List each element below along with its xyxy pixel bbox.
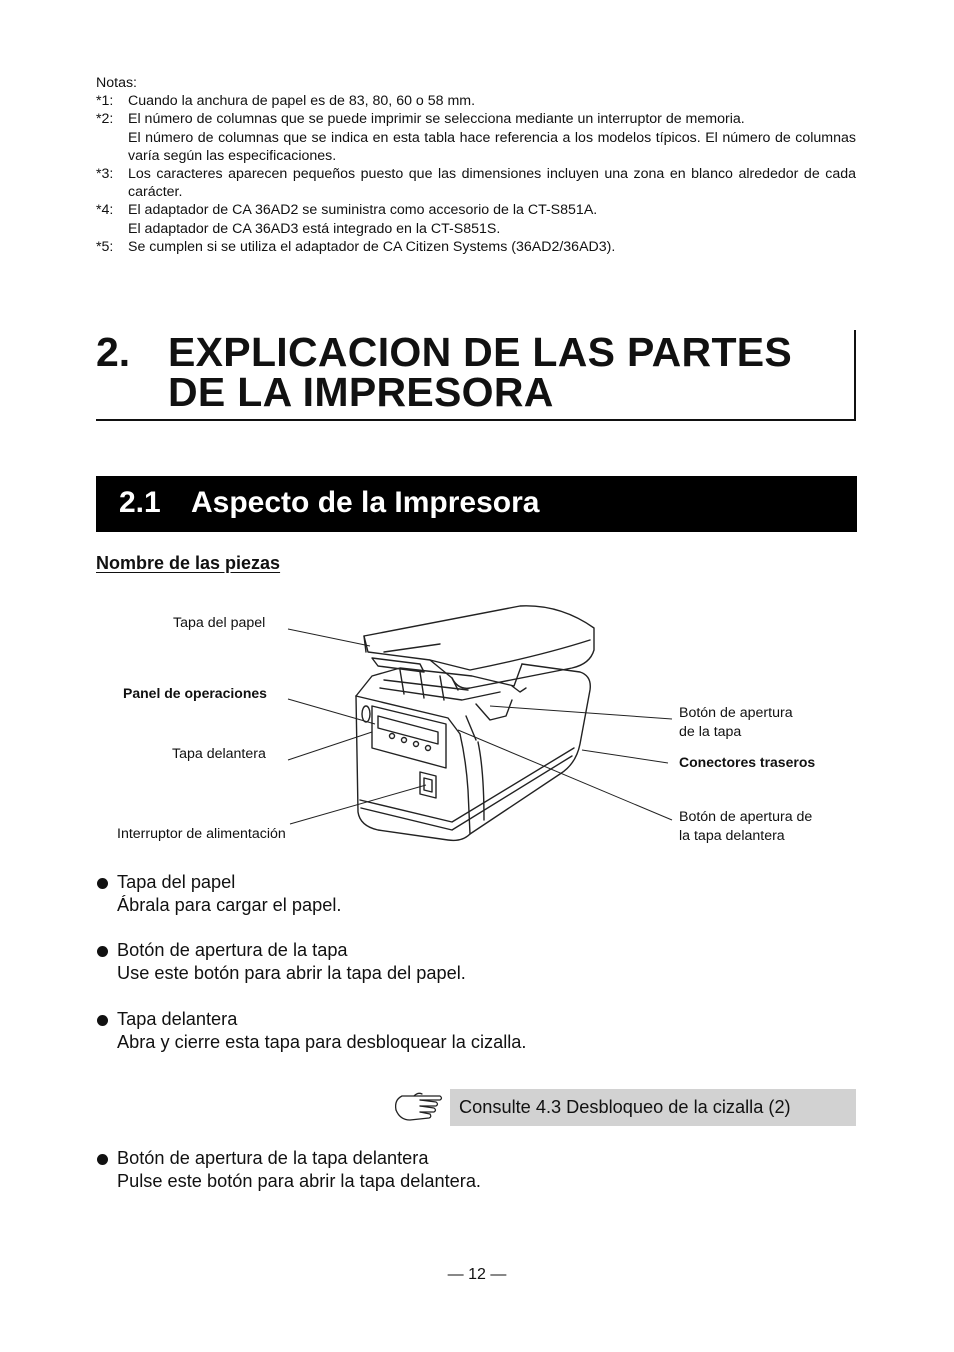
section-number: 2.1 xyxy=(119,486,161,519)
bullet-dot-icon xyxy=(97,878,108,889)
note-marker: *5: xyxy=(96,238,114,255)
bullet-title: Tapa delantera xyxy=(117,1009,238,1029)
paper-compartment xyxy=(356,664,522,696)
leader-rear-connectors xyxy=(582,750,668,763)
bullet-title: Botón de apertura de la tapa xyxy=(117,940,348,960)
panel-button xyxy=(402,738,407,743)
note-marker: *4: xyxy=(96,202,114,219)
bullet-item xyxy=(96,871,341,917)
bullet-dot-icon xyxy=(97,1015,108,1026)
bullet-title: Botón de apertura de la tapa delantera xyxy=(117,1148,429,1168)
leader-paper-cover xyxy=(288,629,370,646)
note-marker: *3: xyxy=(96,166,114,183)
note-text: Los caracteres aparecen pequeños puesto que las dimensiones incluyen una zona en blanco alrededor de cada carácter. xyxy=(128,166,856,201)
leader-front-cover xyxy=(288,732,372,760)
bullet-dot-icon xyxy=(97,1154,108,1165)
note-text: El adaptador de CA 36AD3 está integrado en la CT-S851S. xyxy=(128,220,501,237)
note-text: Se cumplen si se utiliza el adaptador de CA Citizen Systems (36AD2/36AD3). xyxy=(128,238,616,255)
bullet-dot-icon xyxy=(97,946,108,957)
note-marker: *2: xyxy=(96,111,114,128)
printer-side xyxy=(460,734,470,834)
bullet-item xyxy=(96,1008,526,1054)
bullet-item xyxy=(96,1147,481,1193)
bullet-description: Ábrala para cargar el papel. xyxy=(117,895,342,915)
front-round-button xyxy=(362,706,370,722)
power-switch-shape xyxy=(420,772,436,798)
paper-cover-shape xyxy=(364,606,594,688)
panel-button xyxy=(390,734,395,739)
note-text: El adaptador de CA 36AD2 se suministra como accesorio de la CT-S851A. xyxy=(128,202,598,219)
label-power-switch: Interruptor de alimentación xyxy=(117,826,286,842)
bullet-item xyxy=(96,939,466,985)
chapter-title-line2: DE LA IMPRESORA xyxy=(168,369,554,415)
note-text: El número de columnas que se indica en esta tabla hace referencia a los modelos típicos. El número de columnas varía según las especificaciones. xyxy=(128,129,856,164)
note-text: Cuando la anchura de papel es de 83, 80, 60 o 58 mm. xyxy=(128,93,476,110)
printer-side-inner xyxy=(478,742,484,820)
notes-heading: Notas: xyxy=(96,75,138,91)
pointing-hand-icon xyxy=(392,1090,446,1128)
label-cover-open-button-line2: de la tapa xyxy=(679,724,742,740)
bullet-title: Tapa del papel xyxy=(117,872,236,892)
label-cover-open-button-line1: Botón de apertura xyxy=(679,705,793,721)
bullet-description: Abra y cierre esta tapa para desbloquear la cizalla. xyxy=(117,1032,527,1052)
section-title: Aspecto de la Impresora xyxy=(191,486,540,519)
page-number: — 12 — xyxy=(447,1266,507,1283)
label-paper-cover: Tapa del papel xyxy=(173,615,266,631)
subheading: Nombre de las piezas xyxy=(96,553,281,573)
label-front-cover-button-line1: Botón de apertura de xyxy=(679,809,813,825)
leader-cover-open-button xyxy=(490,706,672,719)
label-operation-panel: Panel de operaciones xyxy=(123,685,267,701)
chapter-title-line1: EXPLICACION DE LAS PARTES xyxy=(168,329,793,375)
label-front-cover-button xyxy=(679,808,812,846)
label-front-cover: Tapa delantera xyxy=(172,746,266,762)
label-rear-connectors: Conectores traseros xyxy=(679,754,816,770)
bullet-description: Use este botón para abrir la tapa del papel. xyxy=(117,963,466,983)
note-text: El número de columnas que se puede imprimir se selecciona mediante un interruptor de memoria. xyxy=(128,111,745,128)
bullet-description: Pulse este botón para abrir la tapa delantera. xyxy=(117,1171,481,1191)
panel-button xyxy=(414,742,419,747)
label-front-cover-button-line2: la tapa delantera xyxy=(679,828,785,844)
chapter-number: 2. xyxy=(96,329,131,375)
note-marker: *1: xyxy=(96,93,114,110)
reference-box xyxy=(450,1089,856,1126)
panel-button xyxy=(426,746,431,751)
reference-text: Consulte 4.3 Desbloqueo de la cizalla (2) xyxy=(459,1097,791,1117)
printer-body xyxy=(356,664,590,840)
label-cover-open-button xyxy=(679,704,793,742)
